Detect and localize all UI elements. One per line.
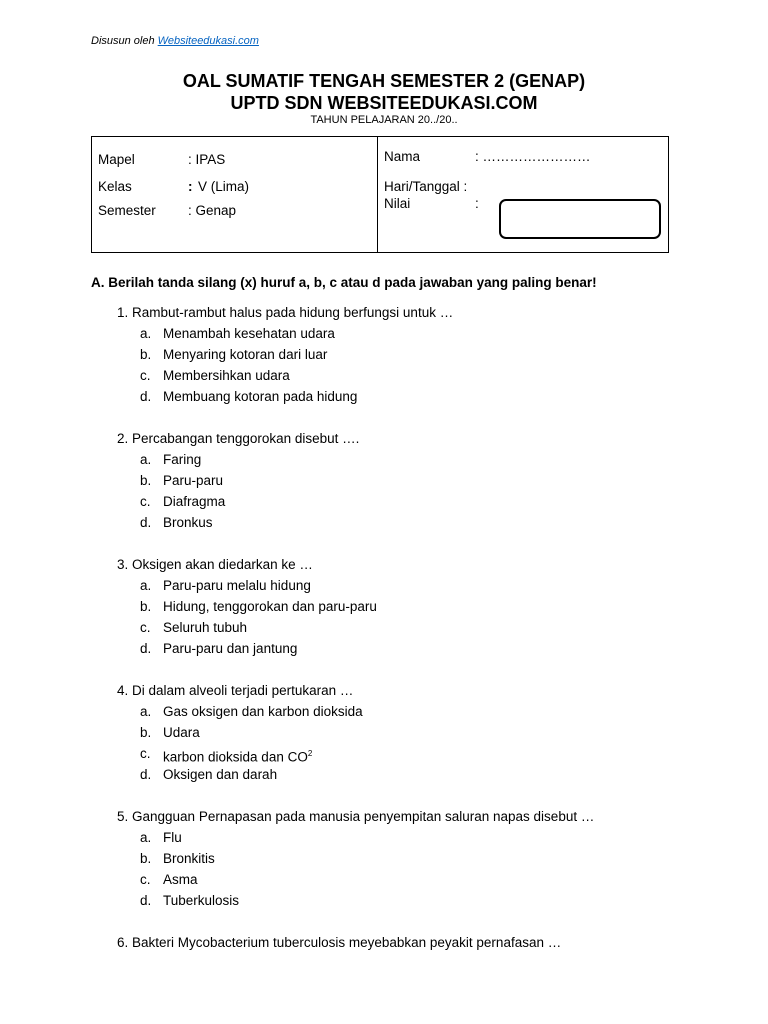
option-text-body: Paru-paru melalu hidung xyxy=(163,578,311,593)
option-letter: b. xyxy=(140,473,152,488)
option-letter: d. xyxy=(140,389,152,404)
option-text-body: Bronkitis xyxy=(163,851,215,866)
question-text: 3. Oksigen akan diedarkan ke … xyxy=(117,557,313,572)
option-letter: a. xyxy=(140,830,152,845)
nama-value: : …………………… xyxy=(475,149,591,164)
identity-divider xyxy=(377,137,378,252)
option-text-body: Paru-paru dan jantung xyxy=(163,641,298,656)
option-text xyxy=(163,512,213,533)
option-text-body: Menyaring kotoran dari luar xyxy=(163,347,328,362)
option-letter: c. xyxy=(140,620,151,635)
question-text: 4. Di dalam alveoli terjadi pertukaran … xyxy=(117,683,354,698)
mapel-label: Mapel xyxy=(98,152,135,167)
option-superscript: 2 xyxy=(307,749,313,758)
option-text-body: karbon dioksida dan CO xyxy=(163,749,308,765)
option-letter: b. xyxy=(140,725,152,740)
option-letter: c. xyxy=(140,368,151,383)
option-text-body: Seluruh tubuh xyxy=(163,620,248,635)
option-letter: d. xyxy=(140,893,152,908)
answer-option[interactable] xyxy=(117,512,737,533)
hari-tanggal-label: Hari/Tanggal : xyxy=(384,179,468,194)
answer-option[interactable] xyxy=(117,344,737,365)
option-text-body: Gas oksigen dan karbon dioksida xyxy=(163,704,363,719)
exam-title: OAL SUMATIF TENGAH SEMESTER 2 (GENAP) xyxy=(182,71,586,91)
option-text xyxy=(163,386,357,407)
answer-option[interactable] xyxy=(117,827,737,848)
answer-option[interactable] xyxy=(117,449,737,470)
option-letter: c. xyxy=(140,746,151,761)
option-text-body: Menambah kesehatan udara xyxy=(163,326,335,341)
author-link[interactable]: Websiteedukasi.com xyxy=(157,35,259,47)
nilai-label: Nilai xyxy=(384,196,411,211)
option-text xyxy=(163,596,377,617)
option-letter: d. xyxy=(140,641,152,656)
answer-option[interactable] xyxy=(117,743,737,764)
question-text: 2. Percabangan tenggorokan disebut …. xyxy=(117,431,360,446)
option-text xyxy=(163,701,363,722)
option-letter: b. xyxy=(140,347,152,362)
mapel-value: : IPAS xyxy=(188,152,226,167)
question-list xyxy=(117,302,737,974)
answer-option[interactable] xyxy=(117,470,737,491)
identity-box xyxy=(91,136,669,253)
nama-label: Nama xyxy=(384,149,421,164)
nilai-colon: : xyxy=(475,196,479,211)
answer-option[interactable] xyxy=(117,638,737,659)
question-item xyxy=(117,680,737,785)
question-text: 6. Bakteri Mycobacterium tuberculosis meyebabkan peyakit pernafasan … xyxy=(117,935,562,950)
kelas-colon: : xyxy=(188,179,193,194)
answer-option[interactable] xyxy=(117,701,737,722)
option-text-body: Membuang kotoran pada hidung xyxy=(163,389,358,404)
option-letter: a. xyxy=(140,704,152,719)
academic-year: TAHUN PELAJARAN 20../20.. xyxy=(310,114,458,126)
answer-option[interactable] xyxy=(117,386,737,407)
option-text-body: Tuberkulosis xyxy=(163,893,240,908)
school-name: UPTD SDN WEBSITEEDUKASI.COM xyxy=(230,93,538,113)
option-text xyxy=(163,890,239,911)
answer-option[interactable] xyxy=(117,596,737,617)
option-letter: d. xyxy=(140,767,152,782)
option-text xyxy=(163,848,215,869)
semester-label: Semester xyxy=(98,203,156,218)
answer-option[interactable] xyxy=(117,575,737,596)
score-box xyxy=(499,199,661,239)
option-text xyxy=(163,869,198,890)
question-text: 5. Gangguan Pernapasan pada manusia penyempitan saluran napas disebut … xyxy=(117,809,595,824)
answer-option[interactable] xyxy=(117,722,737,743)
option-letter: c. xyxy=(140,872,151,887)
question-text: 1. Rambut-rambut halus pada hidung berfungsi untuk … xyxy=(117,305,454,320)
option-letter: d. xyxy=(140,515,152,530)
semester-value: : Genap xyxy=(188,203,237,218)
option-text-body: Faring xyxy=(163,452,202,467)
question-item xyxy=(117,806,737,911)
answer-option[interactable] xyxy=(117,869,737,890)
answer-option[interactable] xyxy=(117,764,737,785)
answer-option[interactable] xyxy=(117,848,737,869)
answer-option[interactable] xyxy=(117,323,737,344)
option-text-body: Paru-paru xyxy=(163,473,224,488)
option-text xyxy=(163,491,225,512)
option-text xyxy=(163,617,247,638)
answer-option[interactable] xyxy=(117,491,737,512)
option-text xyxy=(163,323,335,344)
option-text-body: Bronkus xyxy=(163,515,213,530)
answer-option[interactable] xyxy=(117,890,737,911)
option-text xyxy=(163,365,290,386)
question-item xyxy=(117,428,737,533)
option-text xyxy=(163,449,201,470)
option-text xyxy=(163,638,297,659)
question-item xyxy=(117,554,737,659)
author-prefix: Disusun oleh xyxy=(91,35,155,47)
option-letter: a. xyxy=(140,578,152,593)
answer-option[interactable] xyxy=(117,617,737,638)
option-text xyxy=(163,827,182,848)
option-text-body: Flu xyxy=(163,830,182,845)
option-letter: a. xyxy=(140,326,152,341)
answer-option[interactable] xyxy=(117,365,737,386)
question-item xyxy=(117,932,737,953)
option-text-body: Oksigen dan darah xyxy=(163,767,278,782)
option-letter: c. xyxy=(140,494,151,509)
kelas-value: V (Lima) xyxy=(198,179,250,194)
author-note xyxy=(91,35,259,47)
section-instruction: A. Berilah tanda silang (x) huruf a, b, c atau d pada jawaban yang paling benar! xyxy=(91,275,597,290)
option-text-body: Udara xyxy=(163,725,200,740)
option-letter: b. xyxy=(140,599,152,614)
option-text xyxy=(163,470,223,491)
option-text xyxy=(163,344,327,365)
option-text-body: Membersihkan udara xyxy=(163,368,290,383)
option-letter: a. xyxy=(140,452,152,467)
option-text xyxy=(163,722,200,743)
option-text xyxy=(163,764,277,785)
option-text-body: Diafragma xyxy=(163,494,226,509)
option-text xyxy=(163,575,311,596)
option-text-body: Asma xyxy=(163,872,198,887)
option-letter: b. xyxy=(140,851,152,866)
question-item xyxy=(117,302,737,407)
kelas-label: Kelas xyxy=(98,179,132,194)
option-text-body: Hidung, tenggorokan dan paru-paru xyxy=(163,599,377,614)
